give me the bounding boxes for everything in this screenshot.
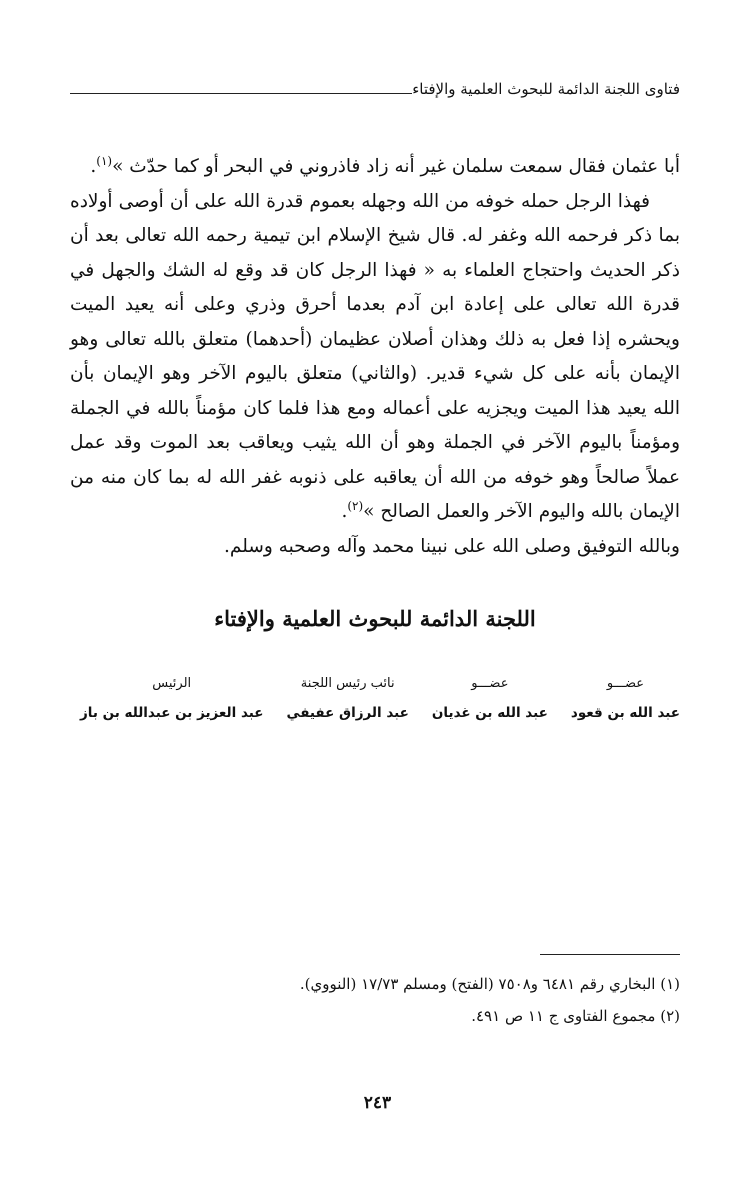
- member-name: عبد الله بن غديان: [431, 705, 548, 721]
- member-name: عبد العزيز بن عبدالله بن باز: [80, 705, 264, 721]
- footnote-divider: [540, 954, 680, 955]
- member-name: عبد الله بن قعود: [570, 705, 680, 721]
- member-role: نائب رئيس اللجنة: [300, 676, 395, 691]
- footnote-2: (٢) مجموع الفتاوى ج ١١ ص ٤٩١.: [471, 1007, 680, 1025]
- footnote-ref-1: (١): [96, 153, 113, 168]
- paragraph-1: [70, 150, 680, 185]
- member-role: عضـــو: [471, 676, 509, 691]
- page-number: ٢٤٣: [363, 1093, 392, 1113]
- footnote-1: (١) البخاري رقم ٦٤٨١ و٧٥٠٨ (الفتح) ومسلم ١٧/٧٣ (النووي).: [299, 975, 680, 993]
- paragraph-2: [70, 185, 680, 530]
- footnote-ref-2: (٢): [347, 498, 364, 513]
- paragraph-2-end: .: [341, 501, 348, 522]
- header-rule: [70, 93, 412, 94]
- paragraph-1-text: أبا عثمان فقال سمعت سلمان غير أنه زاد فاذروني في البحر أو كما حدّث »: [112, 156, 680, 177]
- paragraph-3: وبالله التوفيق وصلى الله على نبينا محمد وآله وصحبه وسلم.: [224, 535, 680, 557]
- member-1: [571, 676, 680, 721]
- paragraph-1-end: .: [90, 156, 97, 177]
- main-text: [70, 150, 680, 564]
- committee-signature: اللجنة الدائمة للبحوث العلمية والإفتاء: [214, 606, 536, 631]
- member-role: الرئيس: [152, 676, 192, 691]
- member-4: [80, 676, 263, 721]
- member-2: [432, 676, 548, 721]
- member-name: عبد الرزاق عفيفي: [286, 705, 409, 721]
- member-role: عضـــو: [606, 676, 645, 691]
- member-3: [287, 676, 409, 721]
- paragraph-2-text: فهذا الرجل حمله خوفه من الله وجهله بعموم قدرة الله على أن أوصى أولاده بما ذكر فرحمه الله وغفر له. قال شيخ الإسلام ابن تيمية رحمه الله تعالى بعد أن ذكر الحديث واحتجاج العلماء به « فهذا الرجل كان قد وقع له الشك والجهل في قدرة الله تعالى على إعادة ابن آدم بعدما أحرق وذري وعلى أنه يعيد الميت ويحشره إذا فعل به ذلك وهذان أصلان عظيمان (أحدهما) متعلق بالله تعالى وهو الإيمان بأنه على كل شيء قدير. (والثاني) متعلق باليوم الآخر وهو الإيمان بأن الله يعيد هذا الميت ويجزيه على أعماله ومع هذا فلما كان مؤمناً بالله في الجملة ومؤمناً باليوم الآخر في الجملة وهو أن الله يثيب ويعاقب بعد الموت وقد عمل عملاً صالحاً وهو خوفه من الله أن يعاقبه على ذنوبه غفر الله له بما كان منه من الإيمان بالله واليوم الآخر والعمل الصالح »: [70, 190, 680, 522]
- footnotes: [70, 968, 680, 1032]
- committee-members: [80, 676, 680, 721]
- running-header: [70, 70, 680, 100]
- header-title: فتاوى اللجنة الدائمة للبحوث العلمية والإفتاء: [412, 80, 680, 98]
